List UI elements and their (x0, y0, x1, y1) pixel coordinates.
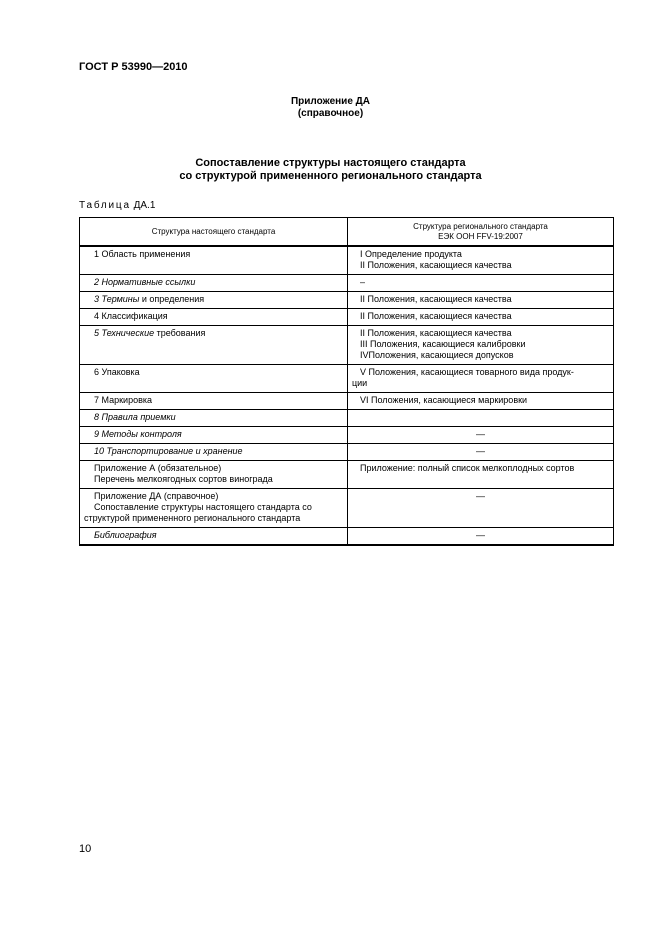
row-current-line: Приложение А (обязательное) (94, 463, 222, 473)
row-regional-line: II Положения, касающиеся качества (360, 328, 512, 338)
row-current-line: структурой примененного регионального стандарта (84, 513, 301, 523)
row-regional-cell (348, 365, 614, 393)
row-regional-cell (348, 246, 614, 275)
table-row (80, 292, 614, 309)
page-number: 10 (79, 843, 92, 855)
row-current-cell (80, 292, 348, 309)
row-current-cell: Библиография (80, 528, 348, 546)
row-regional-cell: — (348, 444, 614, 461)
row-regional-line: III Положения, касающиеся калибровки (360, 339, 526, 349)
row-regional-line: I Определение продукта (360, 249, 462, 259)
row-regional-line: II Положения, касающиеся качества (360, 260, 512, 270)
row-current-line: Перечень мелкоягодных сортов винограда (94, 474, 273, 484)
table-caption-id: ДА.1 (133, 200, 156, 211)
row-current-cell: 1 Область применения (80, 246, 348, 275)
table-header-row (80, 218, 614, 247)
row-current-cell: 10 Транспортирование и хранение (80, 444, 348, 461)
row-regional-cell: — (348, 489, 614, 528)
row-current-line: Приложение ДА (справочное) (94, 491, 219, 501)
row-regional-line: ции (352, 378, 368, 388)
row-current-cell: 2 Нормативные ссылки (80, 275, 348, 292)
section-title-line2: со структурой примененного регионального стандарта (179, 170, 482, 182)
row-regional-cell: II Положения, касающиеся качества (348, 292, 614, 309)
table-row (80, 444, 614, 461)
row-current-line: Сопоставление структуры настоящего стандарта со (94, 502, 312, 512)
table-row (80, 393, 614, 410)
row-current-cell: 9 Методы контроля (80, 427, 348, 444)
table-row (80, 309, 614, 326)
row-regional-cell: Приложение: полный список мелкоплодных сортов (348, 461, 614, 489)
row-current-cell: 8 Правила приемки (80, 410, 348, 427)
row-current-cell: 7 Маркировка (80, 393, 348, 410)
section-title (0, 157, 661, 183)
document-code: ГОСТ Р 53990—2010 (79, 61, 188, 73)
table-row (80, 410, 614, 427)
table-row (80, 365, 614, 393)
table-caption-prefix: Таблица (79, 200, 131, 211)
row-regional-cell: VI Положения, касающиеся маркировки (348, 393, 614, 410)
header-current-standard: Структура настоящего стандарта (80, 218, 348, 247)
row-current-cell (80, 326, 348, 365)
row-current-normal: требования (154, 328, 206, 338)
appendix-title: Приложение ДА (290, 96, 371, 107)
appendix-heading (0, 96, 661, 120)
row-regional-cell: — (348, 528, 614, 546)
row-regional-line: V Положения, касающиеся товарного вида продук- (360, 367, 574, 377)
section-title-line1: Сопоставление структуры настоящего стандарта (195, 157, 466, 169)
table-row (80, 427, 614, 444)
row-current-normal: и определения (139, 294, 205, 304)
table-row (80, 275, 614, 292)
row-regional-cell (348, 326, 614, 365)
comparison-table (79, 217, 614, 546)
row-current-italic: 5 Технические (94, 328, 155, 338)
table-row (80, 326, 614, 365)
row-current-cell (80, 489, 348, 528)
appendix-type: (справочное) (297, 108, 364, 119)
table-row (80, 461, 614, 489)
row-current-cell: 4 Классификация (80, 309, 348, 326)
row-regional-cell: – (348, 275, 614, 292)
row-regional-line: IVПоложения, касающиеся допусков (360, 350, 514, 360)
header-regional-standard (348, 218, 614, 247)
row-regional-cell (348, 410, 614, 427)
header-regional-line2: ЕЭК ООН FFV-19:2007 (438, 231, 523, 241)
row-current-cell (80, 461, 348, 489)
table-row (80, 246, 614, 275)
row-regional-cell: — (348, 427, 614, 444)
table-row (80, 528, 614, 546)
table-row (80, 489, 614, 528)
row-current-cell: 6 Упаковка (80, 365, 348, 393)
header-regional-line1: Структура регионального стандарта (413, 221, 548, 231)
table-caption (79, 200, 155, 211)
row-current-italic: 3 Термины (94, 294, 140, 304)
row-regional-cell: II Положения, касающиеся качества (348, 309, 614, 326)
